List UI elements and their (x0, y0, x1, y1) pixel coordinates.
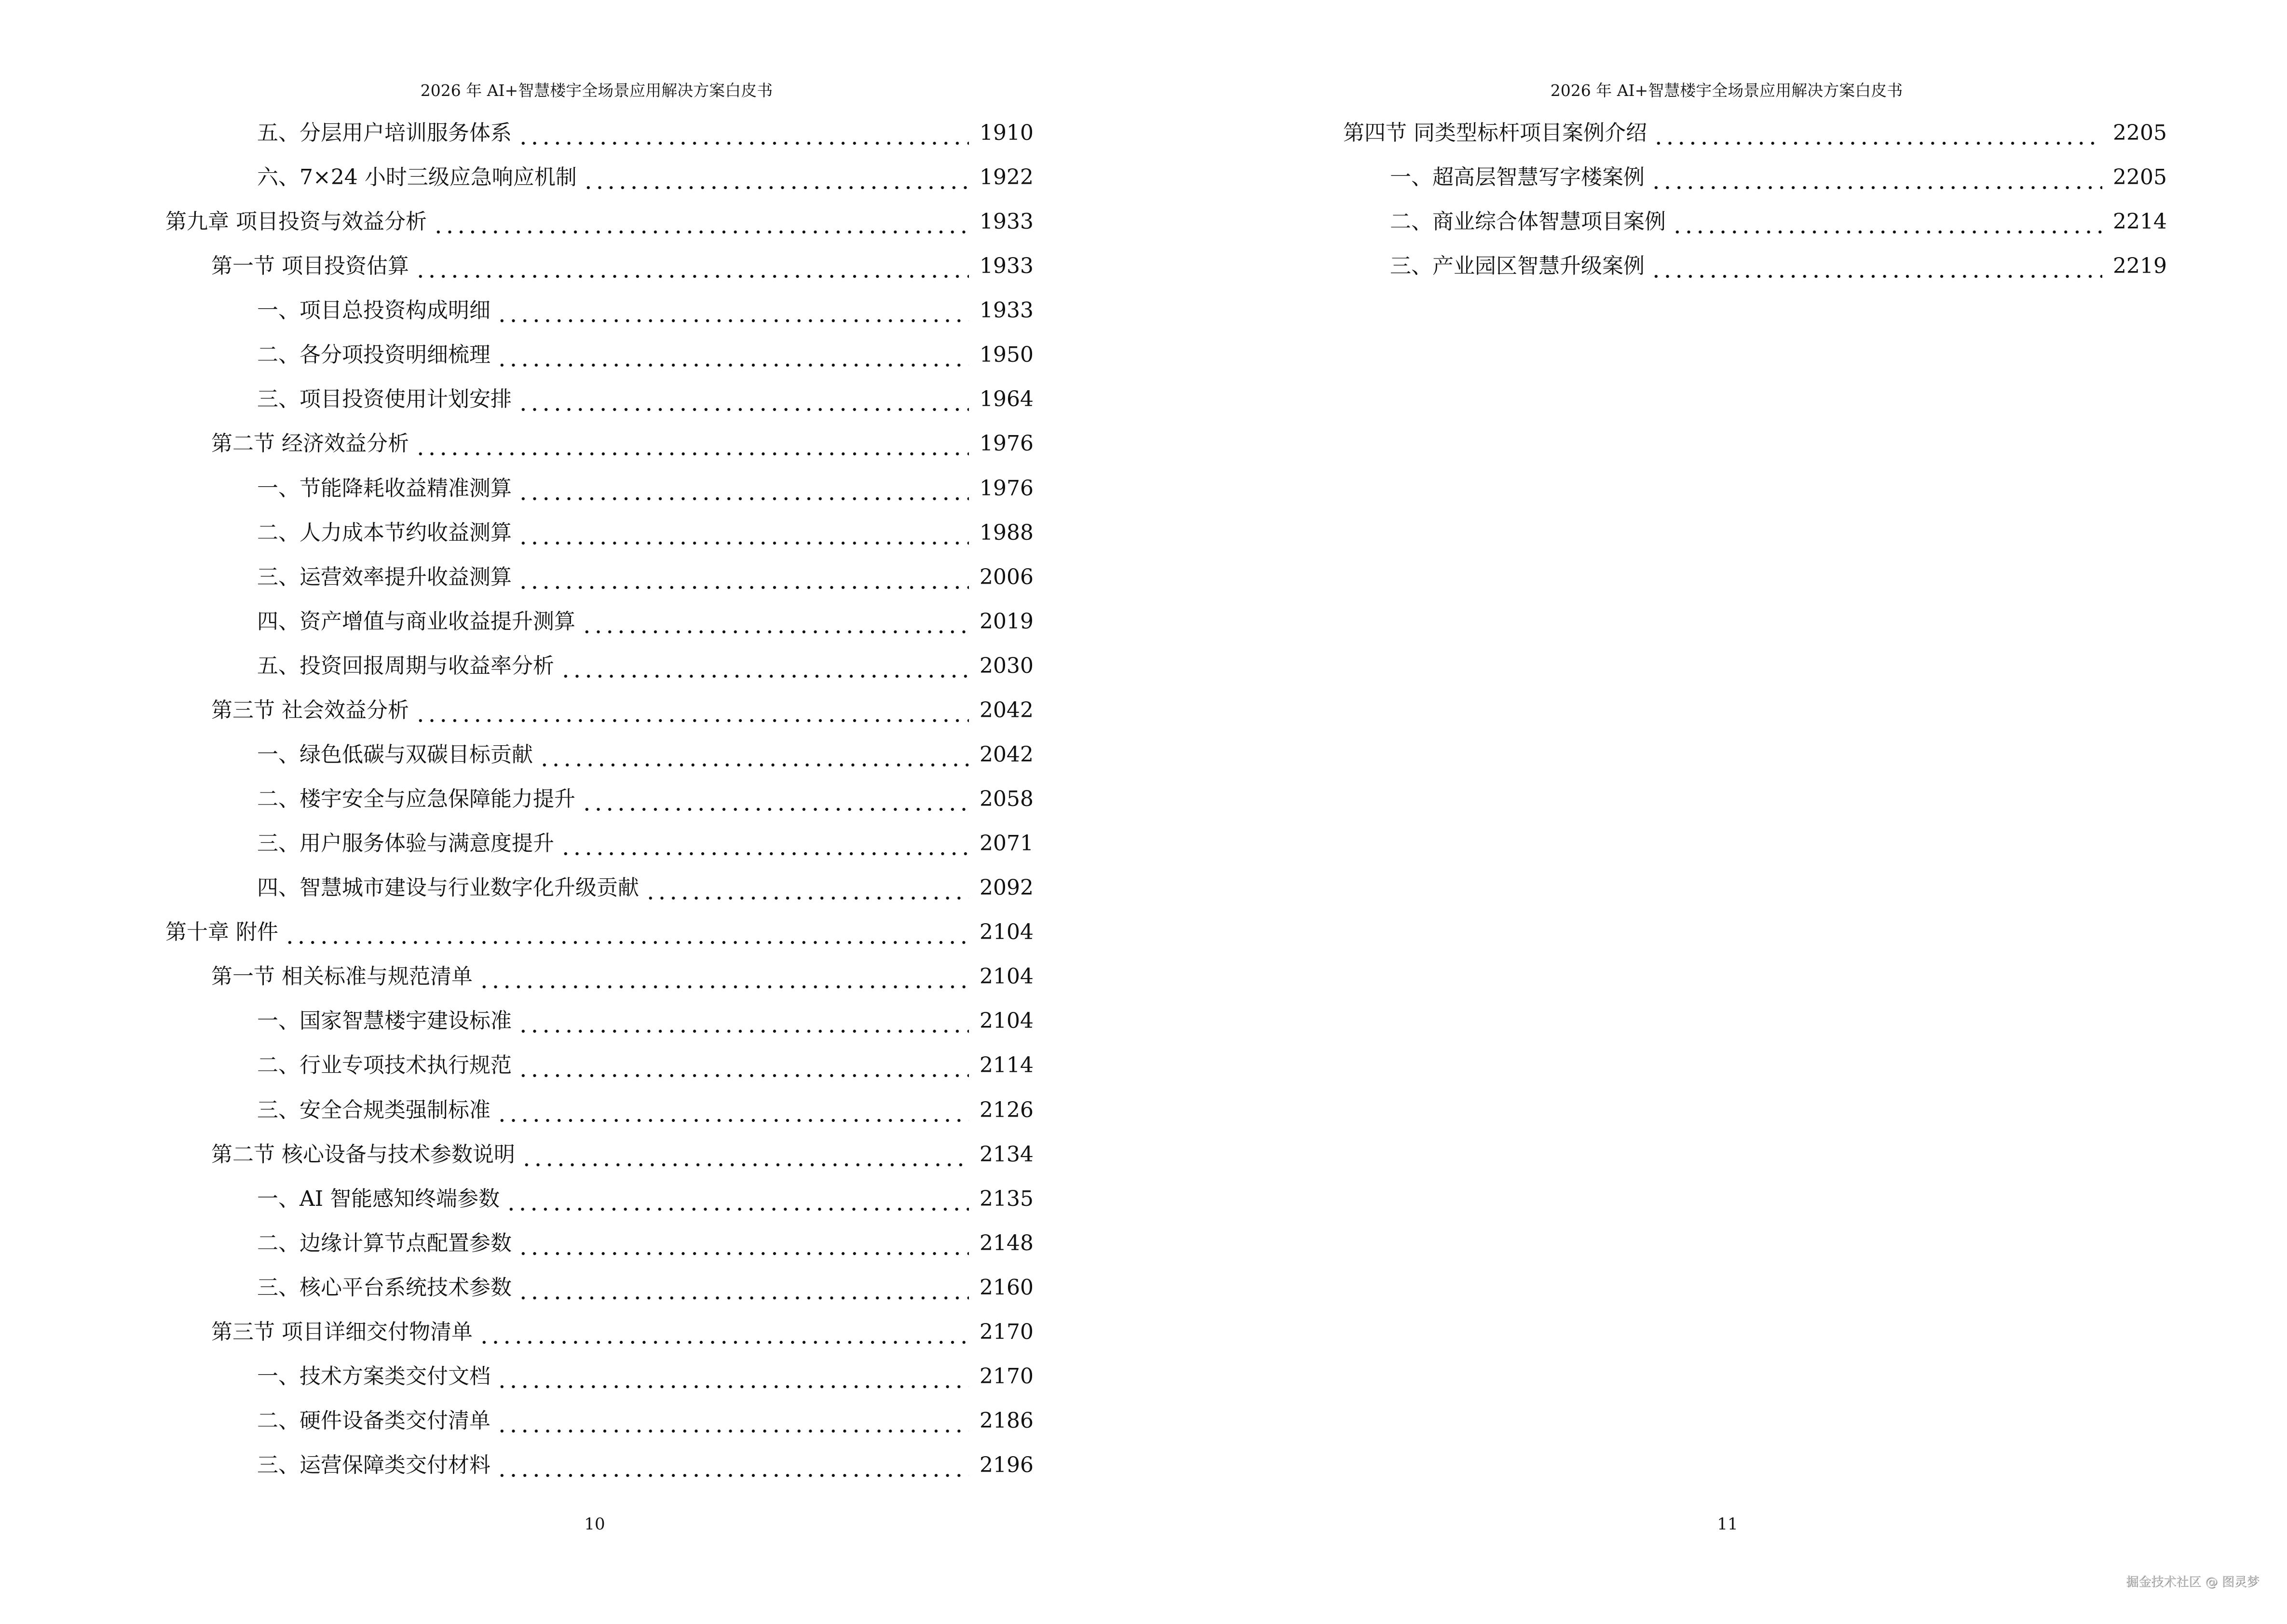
dot-leader (282, 919, 969, 946)
toc-entry-page-number: 2219 (2113, 254, 2167, 278)
toc-entry-page-number: 2019 (980, 609, 1034, 634)
toc-entry-title: 第三节 社会效益分析 (211, 698, 409, 723)
toc-entry-page-number: 2160 (980, 1275, 1034, 1300)
dot-leader (516, 475, 969, 502)
toc-entry-page-number: 1933 (980, 298, 1034, 323)
dot-leader (516, 386, 969, 413)
toc-entry-title: 第一节 相关标准与规范清单 (211, 964, 473, 989)
dot-leader (537, 741, 969, 768)
toc-entry-title: 一、节能降耗收益精准测算 (257, 476, 512, 501)
toc-entry-title: 一、项目总投资构成明细 (257, 298, 490, 323)
toc-subsection-entry[interactable] (257, 786, 1034, 813)
toc-section-entry[interactable] (211, 963, 1034, 990)
dot-leader (516, 120, 969, 147)
page-number: 10 (584, 1515, 605, 1534)
toc-entry-title: 五、分层用户培训服务体系 (257, 121, 512, 145)
dot-leader (1648, 164, 2102, 191)
dot-leader (494, 1097, 969, 1124)
toc-entry-title: 二、商业综合体智慧项目案例 (1390, 209, 1666, 234)
dot-leader (413, 253, 969, 280)
dot-leader (516, 1230, 969, 1257)
toc-entry-page-number: 2134 (980, 1142, 1034, 1167)
toc-subsection-entry[interactable] (1390, 253, 2167, 280)
toc-entry-page-number: 2071 (980, 831, 1034, 856)
toc-entry-title: 第一节 项目投资估算 (211, 254, 409, 278)
dot-leader (413, 430, 969, 457)
toc-entry-page-number: 2058 (980, 787, 1034, 811)
toc-entry-page-number: 2186 (980, 1408, 1034, 1433)
toc-entry-page-number: 2104 (980, 920, 1034, 944)
toc-subsection-entry[interactable] (257, 741, 1034, 768)
toc-entry-page-number: 2042 (980, 698, 1034, 723)
toc-entry-page-number: 1933 (980, 209, 1034, 234)
toc-entry-page-number: 2196 (980, 1453, 1034, 1477)
dot-leader (504, 1186, 969, 1213)
toc-section-entry[interactable] (1343, 120, 2167, 147)
toc-entry-title: 第九章 项目投资与效益分析 (165, 209, 427, 234)
toc-subsection-entry[interactable] (257, 1363, 1034, 1390)
toc-subsection-entry[interactable] (257, 519, 1034, 546)
table-of-contents (1144, 0, 2287, 1624)
toc-entry-title: 三、核心平台系统技术参数 (257, 1275, 512, 1300)
dot-leader (579, 786, 969, 813)
toc-subsection-entry[interactable] (257, 564, 1034, 591)
dot-leader (494, 341, 969, 368)
toc-entry-page-number: 2092 (980, 875, 1034, 900)
toc-entry-page-number: 2205 (2113, 165, 2167, 190)
toc-entry-title: 一、绿色低碳与双碳目标贡献 (257, 742, 533, 767)
toc-section-entry[interactable] (211, 430, 1034, 457)
toc-entry-page-number: 2104 (980, 964, 1034, 989)
toc-entry-title: 第四节 同类型标杆项目案例介绍 (1343, 121, 1647, 145)
toc-entry-page-number: 1976 (980, 431, 1034, 456)
toc-entry-title: 二、人力成本节约收益测算 (257, 520, 512, 545)
toc-entry-title: 第三节 项目详细交付物清单 (211, 1320, 473, 1344)
dot-leader (494, 297, 969, 324)
toc-entry-title: 三、用户服务体验与满意度提升 (257, 831, 554, 856)
dot-leader (579, 608, 969, 635)
toc-entry-title: 六、7×24 小时三级应急响应机制 (257, 165, 577, 190)
page-number: 11 (1717, 1515, 1738, 1534)
toc-subsection-entry[interactable] (1390, 164, 2167, 191)
toc-subsection-entry[interactable] (257, 475, 1034, 502)
toc-entry-title: 二、各分项投资明细梳理 (257, 342, 490, 367)
toc-subsection-entry[interactable] (257, 1230, 1034, 1257)
toc-entry-title: 五、投资回报周期与收益率分析 (257, 654, 554, 678)
toc-subsection-entry[interactable] (257, 874, 1034, 901)
toc-section-entry[interactable] (211, 1141, 1034, 1168)
toc-entry-page-number: 2148 (980, 1231, 1034, 1256)
toc-entry-page-number: 1976 (980, 476, 1034, 501)
toc-subsection-entry[interactable] (257, 653, 1034, 680)
toc-entry-page-number: 2170 (980, 1364, 1034, 1389)
toc-entry-page-number: 2170 (980, 1320, 1034, 1344)
toc-subsection-entry[interactable] (257, 164, 1034, 191)
toc-section-entry[interactable] (211, 1319, 1034, 1346)
dot-leader (476, 1319, 969, 1346)
toc-entry-page-number: 2104 (980, 1009, 1034, 1033)
toc-entry-title: 四、资产增值与商业收益提升测算 (257, 609, 575, 634)
toc-entry-page-number: 1933 (980, 254, 1034, 278)
toc-entry-title: 一、AI 智能感知终端参数 (257, 1187, 500, 1211)
toc-section-entry[interactable] (211, 253, 1034, 280)
dot-leader (494, 1452, 969, 1479)
toc-entry-page-number: 1950 (980, 342, 1034, 367)
toc-entry-page-number: 2126 (980, 1098, 1034, 1122)
toc-entry-title: 三、项目投资使用计划安排 (257, 387, 512, 411)
toc-subsection-entry[interactable] (257, 1097, 1034, 1124)
dot-leader (494, 1363, 969, 1390)
dot-leader (516, 1008, 969, 1035)
toc-entry-title: 二、边缘计算节点配置参数 (257, 1231, 512, 1256)
watermark: 掘金技术社区 @ 图灵梦 (2126, 1575, 2260, 1589)
toc-entry-page-number: 1910 (980, 121, 1034, 145)
toc-subsection-entry[interactable] (257, 341, 1034, 368)
dot-leader (413, 697, 969, 724)
running-header: 2026 年 AI+智慧楼宇全场景应用解决方案白皮书 (1550, 81, 1903, 100)
dot-leader (1670, 208, 2102, 235)
toc-entry-page-number: 1922 (980, 165, 1034, 190)
toc-entry-page-number: 2030 (980, 654, 1034, 678)
dot-leader (516, 1274, 969, 1301)
dot-leader (516, 564, 969, 591)
toc-entry-title: 三、运营效率提升收益测算 (257, 565, 512, 589)
running-header: 2026 年 AI+智慧楼宇全场景应用解决方案白皮书 (420, 81, 773, 100)
toc-entry-page-number: 2114 (980, 1053, 1034, 1078)
dot-leader (516, 519, 969, 546)
toc-subsection-entry[interactable] (257, 608, 1034, 635)
toc-entry-title: 二、硬件设备类交付清单 (257, 1408, 490, 1433)
dot-leader (476, 963, 969, 990)
toc-entry-title: 一、国家智慧楼宇建设标准 (257, 1009, 512, 1033)
toc-entry-title: 第十章 附件 (165, 920, 278, 944)
dot-leader (558, 653, 969, 680)
toc-entry-title: 三、产业园区智慧升级案例 (1390, 254, 1645, 278)
toc-entry-page-number: 2042 (980, 742, 1034, 767)
toc-subsection-entry[interactable] (257, 297, 1034, 324)
toc-chapter-entry[interactable] (165, 919, 1034, 946)
dot-leader (494, 1407, 969, 1434)
dot-leader (431, 208, 969, 235)
toc-chapter-entry[interactable] (165, 208, 1034, 235)
dot-leader (1648, 253, 2102, 280)
toc-entry-page-number: 1964 (980, 387, 1034, 411)
toc-entry-title: 三、运营保障类交付材料 (257, 1453, 490, 1477)
toc-entry-title: 第二节 经济效益分析 (211, 431, 409, 456)
toc-entry-title: 一、超高层智慧写字楼案例 (1390, 165, 1645, 190)
dot-leader (558, 830, 969, 857)
toc-entry-title: 三、安全合规类强制标准 (257, 1098, 490, 1122)
right-page (1144, 0, 2287, 1624)
toc-subsection-entry[interactable] (257, 120, 1034, 147)
toc-subsection-entry[interactable] (257, 1452, 1034, 1479)
toc-entry-title: 一、技术方案类交付文档 (257, 1364, 490, 1389)
dot-leader (643, 874, 969, 901)
toc-subsection-entry[interactable] (257, 1008, 1034, 1035)
toc-subsection-entry[interactable] (1390, 208, 2167, 235)
toc-subsection-entry[interactable] (257, 1274, 1034, 1301)
dot-leader (516, 1052, 969, 1079)
toc-entry-page-number: 2214 (2113, 209, 2167, 234)
toc-section-entry[interactable] (211, 697, 1034, 724)
dot-leader (1651, 120, 2102, 147)
toc-entry-page-number: 2006 (980, 565, 1034, 589)
toc-entry-page-number: 1988 (980, 520, 1034, 545)
toc-subsection-entry[interactable] (257, 1407, 1034, 1434)
toc-entry-page-number: 2135 (980, 1187, 1034, 1211)
toc-subsection-entry[interactable] (257, 386, 1034, 413)
toc-entry-title: 第二节 核心设备与技术参数说明 (211, 1142, 515, 1167)
toc-entry-title: 四、智慧城市建设与行业数字化升级贡献 (257, 875, 639, 900)
dot-leader (581, 164, 969, 191)
toc-entry-title: 二、楼宇安全与应急保障能力提升 (257, 787, 575, 811)
toc-subsection-entry[interactable] (257, 830, 1034, 857)
toc-entry-title: 二、行业专项技术执行规范 (257, 1053, 512, 1078)
dot-leader (519, 1141, 969, 1168)
toc-subsection-entry[interactable] (257, 1186, 1034, 1213)
toc-entry-page-number: 2205 (2113, 121, 2167, 145)
toc-subsection-entry[interactable] (257, 1052, 1034, 1079)
